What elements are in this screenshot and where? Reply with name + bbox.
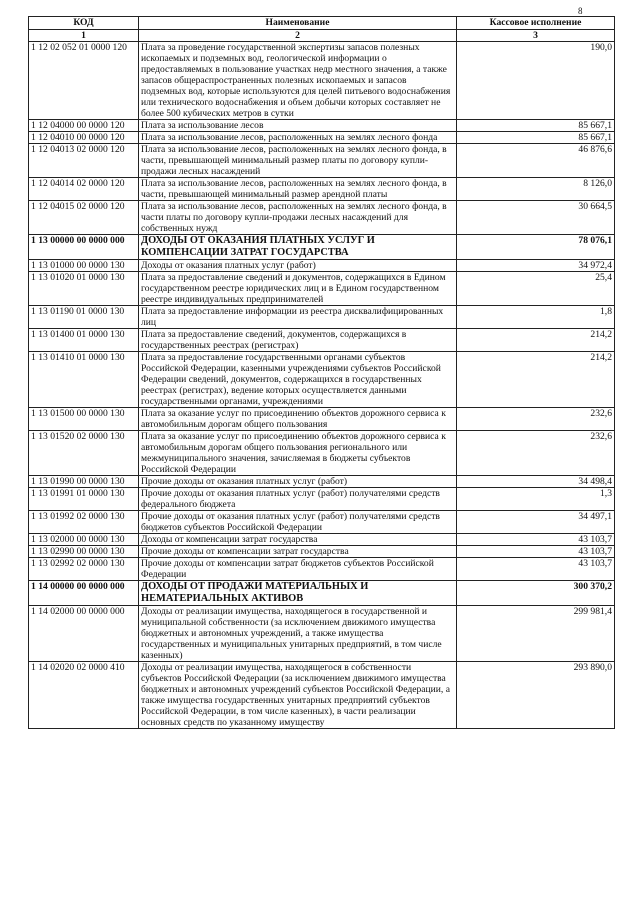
page-number: 8 bbox=[578, 6, 583, 16]
row-code: 1 13 01400 01 0000 130 bbox=[29, 329, 139, 352]
row-code: 1 13 00000 00 0000 000 bbox=[29, 235, 139, 260]
row-code: 1 13 01990 00 0000 130 bbox=[29, 476, 139, 488]
row-code: 1 13 01000 00 0000 130 bbox=[29, 260, 139, 272]
row-name: Плата за использование лесов, расположенных на землях лесного фонда, в части, превышающей минимальный размер арендной платы bbox=[139, 178, 457, 201]
row-name: Плата за использование лесов, расположенных на землях лесного фонда, в части, превышающей минимальный размер платы по договору купли-продажи лесных насаждений bbox=[139, 144, 457, 178]
table-row bbox=[29, 558, 615, 581]
row-name: Плата за проведение государственной экспертизы запасов полезных ископаемых и подземных вод, геологической информации о предоставляемых в пользование участках недр местного значения, а также запасов общераспространенных полезных ископаемых и запасов подземных вод, которые используются для целей питьевого водоснабжения или технического водоснабжения и объем добычи которых составляет не более 500 кубических метров в сутки bbox=[139, 42, 457, 120]
row-code: 1 14 00000 00 0000 000 bbox=[29, 581, 139, 606]
row-amount: 190,0 bbox=[457, 42, 615, 120]
row-amount: 85 667,1 bbox=[457, 132, 615, 144]
table-row bbox=[29, 178, 615, 201]
row-code: 1 12 02 052 01 0000 120 bbox=[29, 42, 139, 120]
table-row bbox=[29, 606, 615, 662]
header-amount: Кассовое исполнение bbox=[457, 17, 615, 30]
revenue-table bbox=[28, 16, 615, 729]
row-amount: 214,2 bbox=[457, 329, 615, 352]
row-amount: 78 076,1 bbox=[457, 235, 615, 260]
row-amount: 46 876,6 bbox=[457, 144, 615, 178]
row-amount: 1,3 bbox=[457, 488, 615, 511]
column-number: 2 bbox=[139, 30, 457, 42]
row-name: Прочие доходы от оказания платных услуг (работ) bbox=[139, 476, 457, 488]
row-name: Прочие доходы от оказания платных услуг (работ) получателями средств федерального бюджета bbox=[139, 488, 457, 511]
row-amount: 34 497,1 bbox=[457, 511, 615, 534]
row-name: Прочие доходы от компенсации затрат государства bbox=[139, 546, 457, 558]
row-name: ДОХОДЫ ОТ ОКАЗАНИЯ ПЛАТНЫХ УСЛУГ И КОМПЕНСАЦИИ ЗАТРАТ ГОСУДАРСТВА bbox=[139, 235, 457, 260]
table-row bbox=[29, 42, 615, 120]
table-row bbox=[29, 272, 615, 306]
row-name: Плата за оказание услуг по присоединению объектов дорожного сервиса к автомобильным дорогам общего пользования bbox=[139, 408, 457, 431]
table-row bbox=[29, 431, 615, 476]
header-row bbox=[29, 17, 615, 30]
table-row bbox=[29, 546, 615, 558]
row-amount: 25,4 bbox=[457, 272, 615, 306]
header-name: Наименование bbox=[139, 17, 457, 30]
row-name: Плата за использование лесов, расположенных на землях лесного фонда, в части платы по договору купли-продажи лесных насаждений для собственных нужд bbox=[139, 201, 457, 235]
row-code: 1 12 04015 02 0000 120 bbox=[29, 201, 139, 235]
row-name: Плата за оказание услуг по присоединению объектов дорожного сервиса к автомобильным дорогам общего пользования регионального или межмуниципального значения, зачисляемая в бюджеты субъектов Российской Федерации bbox=[139, 431, 457, 476]
table-row bbox=[29, 132, 615, 144]
row-code: 1 12 04013 02 0000 120 bbox=[29, 144, 139, 178]
table-row bbox=[29, 201, 615, 235]
row-code: 1 13 01410 01 0000 130 bbox=[29, 352, 139, 408]
table-row bbox=[29, 476, 615, 488]
row-name: Прочие доходы от оказания платных услуг (работ) получателями средств бюджетов субъектов Российской Федерации bbox=[139, 511, 457, 534]
row-name: Прочие доходы от компенсации затрат бюджетов субъектов Российской Федерации bbox=[139, 558, 457, 581]
row-name: Доходы от реализации имущества, находящегося в собственности субъектов Российской Федерации (за исключением движимого имущества бюджетных и автономных учреждений субъектов Российской Федерации, а также имущества государственных унитарных предприятий субъектов Российской Федерации, в том числе казенных), в части реализации основных средств по указанному имуществу bbox=[139, 662, 457, 729]
row-code: 1 13 01190 01 0000 130 bbox=[29, 306, 139, 329]
row-code: 1 13 01520 02 0000 130 bbox=[29, 431, 139, 476]
table-row bbox=[29, 488, 615, 511]
row-amount: 34 972,4 bbox=[457, 260, 615, 272]
row-amount: 43 103,7 bbox=[457, 534, 615, 546]
row-code: 1 12 04010 00 0000 120 bbox=[29, 132, 139, 144]
table-row bbox=[29, 260, 615, 272]
row-code: 1 13 01500 00 0000 130 bbox=[29, 408, 139, 431]
row-name: ДОХОДЫ ОТ ПРОДАЖИ МАТЕРИАЛЬНЫХ И НЕМАТЕРИАЛЬНЫХ АКТИВОВ bbox=[139, 581, 457, 606]
section-row bbox=[29, 235, 615, 260]
row-code: 1 13 01992 02 0000 130 bbox=[29, 511, 139, 534]
column-number: 3 bbox=[457, 30, 615, 42]
row-code: 1 13 02000 00 0000 130 bbox=[29, 534, 139, 546]
table-row bbox=[29, 120, 615, 132]
row-amount: 8 126,0 bbox=[457, 178, 615, 201]
row-amount: 85 667,1 bbox=[457, 120, 615, 132]
table-row bbox=[29, 662, 615, 729]
row-amount: 232,6 bbox=[457, 408, 615, 431]
row-amount: 43 103,7 bbox=[457, 558, 615, 581]
row-amount: 293 890,0 bbox=[457, 662, 615, 729]
table-row bbox=[29, 352, 615, 408]
row-name: Плата за предоставление сведений, документов, содержащихся в государственных реестрах (регистрах) bbox=[139, 329, 457, 352]
row-code: 1 14 02000 00 0000 000 bbox=[29, 606, 139, 662]
row-code: 1 14 02020 02 0000 410 bbox=[29, 662, 139, 729]
row-name: Плата за предоставление информации из реестра дисквалифицированных лиц bbox=[139, 306, 457, 329]
row-amount: 1,8 bbox=[457, 306, 615, 329]
table-row bbox=[29, 511, 615, 534]
row-name: Плата за предоставление сведений и документов, содержащихся в Едином государственном реестре юридических лиц и в Едином государственном реестре индивидуальных предпринимателей bbox=[139, 272, 457, 306]
table-row bbox=[29, 329, 615, 352]
column-number: 1 bbox=[29, 30, 139, 42]
table-row bbox=[29, 144, 615, 178]
row-code: 1 13 01991 01 0000 130 bbox=[29, 488, 139, 511]
row-code: 1 13 02992 02 0000 130 bbox=[29, 558, 139, 581]
row-code: 1 12 04014 02 0000 120 bbox=[29, 178, 139, 201]
row-name: Доходы от оказания платных услуг (работ) bbox=[139, 260, 457, 272]
section-row bbox=[29, 581, 615, 606]
row-amount: 30 664,5 bbox=[457, 201, 615, 235]
row-amount: 299 981,4 bbox=[457, 606, 615, 662]
table-row bbox=[29, 306, 615, 329]
row-amount: 232,6 bbox=[457, 431, 615, 476]
header-code: КОД bbox=[29, 17, 139, 30]
row-name: Плата за предоставление государственными органами субъектов Российской Федерации, казенными учреждениями субъектов Российской Федерации сведений, документов, содержащихся в государственных реестрах (регистрах), ведение которых осуществляется данными государственными органами, учреждениями bbox=[139, 352, 457, 408]
row-name: Плата за использование лесов, расположенных на землях лесного фонда bbox=[139, 132, 457, 144]
row-name: Доходы от компенсации затрат государства bbox=[139, 534, 457, 546]
column-number-row bbox=[29, 30, 615, 42]
row-name: Доходы от реализации имущества, находящегося в государственной и муниципальной собственности (за исключением движимого имущества бюджетных и автономных учреждений, а также имущества государственных и муниципальных унитарных предприятий, в том числе казенных) bbox=[139, 606, 457, 662]
row-amount: 43 103,7 bbox=[457, 546, 615, 558]
row-code: 1 13 02990 00 0000 130 bbox=[29, 546, 139, 558]
row-name: Плата за использование лесов bbox=[139, 120, 457, 132]
row-code: 1 13 01020 01 0000 130 bbox=[29, 272, 139, 306]
table-row bbox=[29, 408, 615, 431]
row-amount: 34 498,4 bbox=[457, 476, 615, 488]
row-amount: 300 370,2 bbox=[457, 581, 615, 606]
row-amount: 214,2 bbox=[457, 352, 615, 408]
table-row bbox=[29, 534, 615, 546]
row-code: 1 12 04000 00 0000 120 bbox=[29, 120, 139, 132]
